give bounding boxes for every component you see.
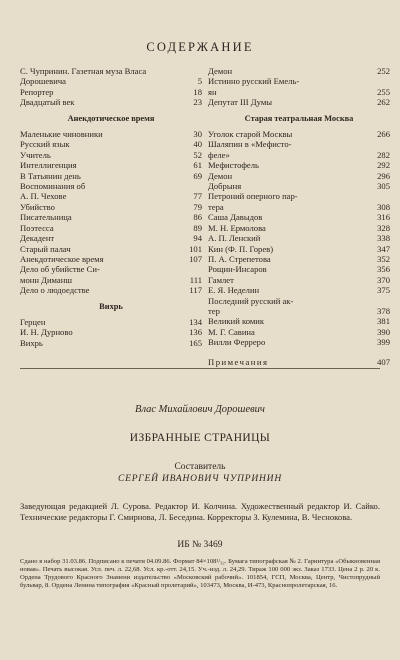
toc-entry <box>20 171 202 181</box>
toc-entry <box>20 129 202 139</box>
toc-entry-page: 390 <box>377 326 390 337</box>
toc-entry-title: Гамлет <box>208 274 234 285</box>
toc-entry-title: Убийство <box>20 201 55 212</box>
toc-entry-page: 407 <box>377 356 390 367</box>
toc-entry-title: М. Г. Савина <box>208 326 255 337</box>
toc-entry-title: Поэтесса <box>20 222 54 233</box>
book-title: ИЗБРАННЫЕ СТРАНИЦЫ <box>129 432 271 444</box>
toc-entry-title: М. Н. Ермолова <box>208 222 266 233</box>
toc-entry <box>208 264 390 274</box>
toc-left-column <box>20 66 202 348</box>
toc-entry-title: Саша Давыдов <box>208 212 263 223</box>
toc-entry-title: Последний русский ак- тер <box>208 295 294 316</box>
toc-entry-page: 134 <box>189 316 202 327</box>
toc-entry-page: 61 <box>193 160 202 171</box>
toc-entry-page: 308 <box>377 201 390 212</box>
toc-entry-title: Кин (Ф. П. Горев) <box>208 243 274 254</box>
toc-entry-title: Писательница <box>20 212 72 223</box>
toc-entry-title: Рощин-Инсаров <box>208 264 267 275</box>
toc-entry-notes <box>208 357 390 367</box>
toc-entry-page: 117 <box>189 285 202 296</box>
toc-entry-title: Вихрь <box>20 337 43 348</box>
toc-intro-list <box>20 66 202 108</box>
toc-entry <box>208 285 390 295</box>
toc-entry-page: 375 <box>377 285 390 296</box>
toc-entry-page: 18 <box>193 86 202 97</box>
toc-entry <box>208 212 390 222</box>
toc-entry <box>208 171 390 181</box>
toc-entry <box>208 160 390 170</box>
toc-entry-title: П. А. Стрепетова <box>208 253 271 264</box>
toc-entry <box>208 76 390 97</box>
toc-entry-page: 381 <box>377 316 390 327</box>
ib-number: ИБ № 3469 <box>177 540 223 550</box>
toc-entry-title: Дело о людоедстве <box>20 285 90 296</box>
toc-entry-page: 5 <box>197 76 202 87</box>
toc-entry-title: Мефистофель <box>208 160 259 171</box>
toc-section-list <box>208 129 390 348</box>
toc-entry <box>20 244 202 254</box>
toc-entry <box>20 212 202 222</box>
toc-entry-title: Истинно русский Емель- ян <box>208 76 300 97</box>
toc-entry-page: 328 <box>377 222 390 233</box>
toc-entry-title: Дело об убийстве Си- монн Диманш <box>20 264 100 285</box>
toc-entry <box>20 264 202 285</box>
toc-entry-title: Шаляпин в «Мефисто- феле» <box>208 139 292 160</box>
toc-entry-page: 107 <box>189 253 202 264</box>
toc-entry-page: 266 <box>377 129 390 140</box>
toc-entry-title: И. Н. Дурново <box>20 327 73 338</box>
toc-entry <box>208 233 390 243</box>
toc-entry <box>208 129 390 139</box>
toc-section-list <box>20 129 202 296</box>
section-heading: Вихрь <box>99 301 123 311</box>
toc-entry-title: Вилли Ферреро <box>208 337 266 348</box>
toc-entry <box>20 233 202 243</box>
toc-entry-title: Демон <box>208 170 233 181</box>
toc-entry <box>208 97 390 107</box>
toc-entry-page: 52 <box>193 149 202 160</box>
toc-entry-page: 69 <box>193 170 202 181</box>
toc-entry <box>20 66 202 87</box>
toc-entry <box>20 317 202 327</box>
author-name: Влас Михайлович Дорошевич <box>135 404 265 415</box>
section-heading: Анекдотическое время <box>67 113 155 123</box>
toc-entry <box>208 337 390 347</box>
toc-entry <box>208 244 390 254</box>
toc-entry <box>20 202 202 212</box>
toc-entry <box>20 87 202 97</box>
toc-entry-page: 30 <box>193 129 202 140</box>
toc-entry-title: Воспоминания об А. П. Чехове <box>20 181 86 202</box>
toc-entry-title: Примечания <box>208 356 269 367</box>
toc-entry-page: 252 <box>377 66 390 76</box>
toc-entry-page: 23 <box>193 97 202 108</box>
toc-entry-page: 79 <box>193 201 202 212</box>
toc-entry <box>208 254 390 264</box>
toc-entry-title: Уголок старой Москвы <box>208 129 293 140</box>
toc-entry-page: 94 <box>193 233 202 244</box>
toc-entry-title: А. П. Ленский <box>208 233 261 244</box>
toc-entry-title: Маленькие чиновники <box>20 129 103 140</box>
toc-entry-title: Анекдотическое время <box>20 253 104 264</box>
toc-entry <box>20 254 202 264</box>
toc-entry-page: 352 <box>377 253 390 264</box>
editorial-credits: Заведующая редакцией Л. Сурова. Редактор И. Колчина. Художественный редактор И. Сайко. Технические редакторы Г. Смирнова, Л. Беседина. Корректоры З. Кулемина, В. Чеснокова. <box>20 501 380 522</box>
toc-entry <box>20 181 202 202</box>
toc-entry-title: Репортер <box>20 86 54 97</box>
toc-entry-title: Старый палач <box>20 243 71 254</box>
toc-entry <box>208 223 390 233</box>
toc-entry-title: Демон <box>208 66 233 76</box>
toc-entry <box>208 327 390 337</box>
divider-rule <box>20 368 380 369</box>
toc-entry-title: Великий комик <box>208 316 265 327</box>
toc-entry-page: 347 <box>377 243 390 254</box>
toc-entry-page: 86 <box>193 212 202 223</box>
toc-entry-page: 378 <box>377 305 390 316</box>
toc-entry-page: 370 <box>377 274 390 285</box>
toc-entry-page: 292 <box>377 160 390 171</box>
toc-entry-page: 111 <box>189 274 202 285</box>
toc-entry-page: 316 <box>377 212 390 223</box>
toc-entry-page: 282 <box>377 149 390 160</box>
toc-entry <box>20 97 202 107</box>
toc-entry-page: 77 <box>193 191 202 202</box>
toc-entry-title: Герцен <box>20 316 46 327</box>
toc-entry-page: 356 <box>377 264 390 275</box>
toc-entry-page: 101 <box>189 243 202 254</box>
compiler-name: СЕРГЕЙ ИВАНОВИЧ ЧУПРИНИН <box>117 474 283 484</box>
toc-entry <box>208 316 390 326</box>
toc-entry-page: 305 <box>377 181 390 192</box>
toc-entry <box>20 327 202 337</box>
toc-entry-title: В Татьянин день <box>20 170 81 181</box>
contents-title: СОДЕРЖАНИЕ <box>146 40 254 54</box>
toc-entry-title: Петроний оперного пар- тера <box>208 191 298 212</box>
toc-entry <box>20 338 202 348</box>
toc-entry-page: 399 <box>377 337 390 348</box>
toc-entry <box>208 191 390 212</box>
toc-entry-title: Учитель <box>20 149 51 160</box>
toc-entry <box>20 285 202 295</box>
publication-imprint: Сдано в набор 31.03.86. Подписано к печати 04.09.86. Формат 84×108¹/₃₂. Бумага типографская № 2. Гарнитура «Обыкновенная новая». Печать высокая. Усл. печ. л. 22,68. Усл. кр.-отт. 24,15. Уч.-изд. л. 24,29. Тираж 100 000 экз. Заказ 1733. Цена 2 р. 20 к. Ордена Трудового Красного Знамени издательство «Московский рабочий». 101854, ГСП, Москва, Центр, Чистопрудный бульвар, 8. Ордена Ленина типография «Красный пролетарий», 103473, Москва, И-473, Краснопролетарская, 16. <box>20 558 380 589</box>
toc-entry-page: 338 <box>377 233 390 244</box>
toc-continued-list <box>208 66 390 108</box>
toc-entry-title: Е. Я. Неделин <box>208 285 260 296</box>
toc-entry-page: 165 <box>189 337 202 348</box>
toc-entry-page: 296 <box>377 170 390 181</box>
toc-entry <box>20 139 202 149</box>
toc-entry <box>208 296 390 317</box>
toc-entry-page: 262 <box>377 97 390 108</box>
toc-entry <box>208 275 390 285</box>
section-heading: Старая театральная Москва <box>244 113 354 123</box>
toc-entry-title: С. Чупринин. Газетная муза Власа Дорошевича <box>20 66 147 87</box>
compiler-label: Составитель <box>174 462 226 472</box>
toc-entry <box>20 160 202 170</box>
toc-entry-page: 89 <box>193 222 202 233</box>
toc-entry <box>20 150 202 160</box>
toc-entry-page: 136 <box>189 327 202 338</box>
toc-entry-title: Двадцатый век <box>20 97 75 108</box>
toc-entry-title: Интеллигенция <box>20 160 77 171</box>
toc-entry-title: Декадент <box>20 233 55 244</box>
toc-entry-page: 40 <box>193 139 202 150</box>
toc-entry-page: 255 <box>377 86 390 97</box>
toc-entry-title: Добрыня <box>208 181 242 192</box>
toc-section-list <box>20 317 202 348</box>
toc-entry <box>208 139 390 160</box>
toc-entry-title: Депутат III Думы <box>208 97 273 108</box>
toc-entry-title: Русский язык <box>20 139 70 150</box>
toc-entry <box>20 223 202 233</box>
toc-entry <box>208 66 390 76</box>
toc-entry <box>208 181 390 191</box>
toc-right-column <box>208 66 390 367</box>
